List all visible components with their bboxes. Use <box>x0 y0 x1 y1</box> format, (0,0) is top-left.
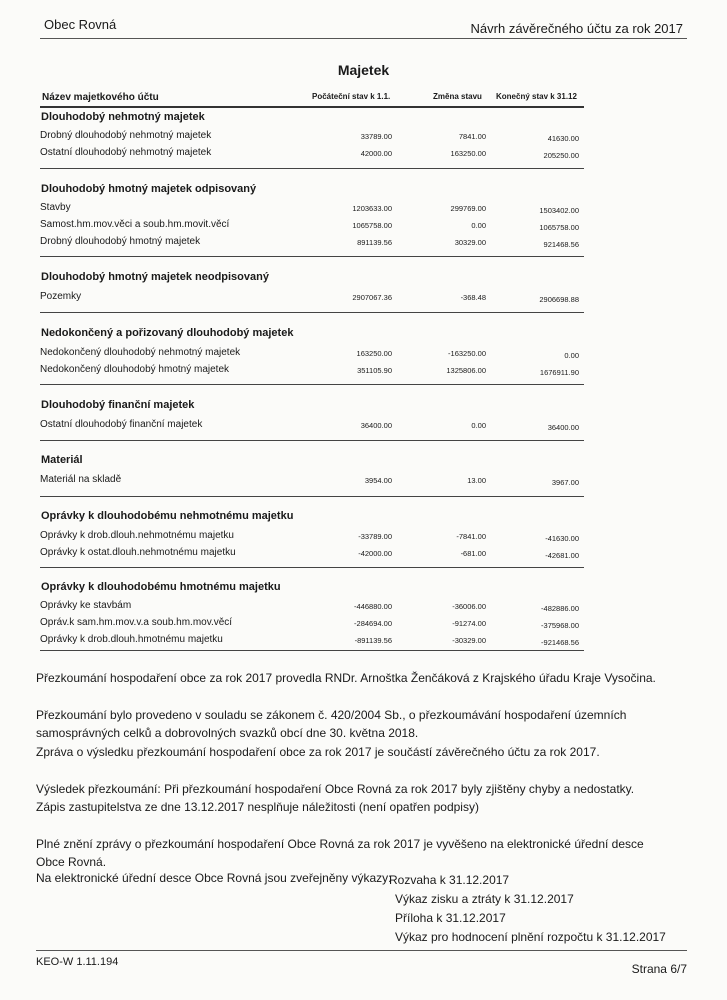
footer-divider <box>36 950 687 951</box>
end-balance: 921468.56 <box>543 240 579 249</box>
start-balance: -891139.56 <box>354 636 392 645</box>
audit-law-paragraph: Přezkoumání bylo provedeno v souladu se zákonem č. 420/2004 Sb., o přezkoumávání hospodaření územních samosprávných celků a dobrovolných svazků obcí dne 30. května 2018. <box>36 708 627 740</box>
account-name: Ostatní dlouhodobý finanční majetek <box>40 419 203 430</box>
account-name: Samost.hm.mov.věci a soub.hm.movit.věcí <box>40 219 230 230</box>
table-bottom-divider <box>40 650 584 651</box>
column-header-change: Změna stavu <box>433 92 482 101</box>
end-balance: -41630.00 <box>545 534 579 543</box>
start-balance: 42000.00 <box>360 149 392 158</box>
balance-change: 13.00 <box>467 476 486 485</box>
section-divider <box>40 496 584 497</box>
balance-change: 0.00 <box>471 421 486 430</box>
start-balance: -42000.00 <box>358 549 392 558</box>
audit-result-paragraph: Výsledek přezkoumání: Při přezkoumání hospodaření Obce Rovná za rok 2017 byly zjištěny chyby a nedostatky. <box>36 782 635 796</box>
start-balance: 351105.90 <box>357 366 392 375</box>
end-balance: 41630.00 <box>547 134 579 143</box>
header-municipality: Obec Rovná <box>44 17 117 32</box>
table-title: Majetek <box>337 62 390 78</box>
report-item: Rozvaha k 31.12.2017 <box>389 873 510 887</box>
end-balance: 1676911.90 <box>539 368 579 377</box>
section-title: Dlouhodobý hmotný majetek neodpisovaný <box>41 271 269 283</box>
end-balance: -375968.00 <box>541 621 579 630</box>
balance-change: 1325806.00 <box>446 366 486 375</box>
balance-change: -91274.00 <box>452 619 486 628</box>
start-balance: 36400.00 <box>360 421 392 430</box>
column-header-end: Konečný stav k 31.12 <box>496 92 577 101</box>
table-row <box>40 364 584 378</box>
balance-change: 299769.00 <box>450 204 486 213</box>
section-title: Dlouhodobý nehmotný majetek <box>41 111 205 123</box>
table-row <box>40 147 584 161</box>
end-balance: 36400.00 <box>547 423 579 432</box>
account-name: Stavby <box>40 202 71 213</box>
table-row <box>40 617 584 631</box>
section-divider <box>40 256 584 257</box>
table-row <box>40 347 584 361</box>
header-divider <box>40 38 687 39</box>
account-name: Nedokončený dlouhodobý hmotný majetek <box>40 364 230 375</box>
start-balance: -33789.00 <box>358 532 392 541</box>
table-row <box>40 219 584 233</box>
reports-label: Na elektronické úřední desce Obce Rovná jsou zveřejněny výkazy: <box>36 871 392 885</box>
balance-change: 163250.00 <box>450 149 486 158</box>
end-balance: 1065758.00 <box>539 223 579 232</box>
account-name: Materiál na skladě <box>40 474 122 485</box>
table-row <box>40 419 584 433</box>
header-document-title: Návrh závěrečného účtu za rok 2017 <box>470 21 683 36</box>
account-name: Drobný dlouhodobý nehmotný majetek <box>40 130 212 141</box>
section-title: Materiál <box>41 454 83 466</box>
balance-change: -681.00 <box>460 549 486 558</box>
account-name: Oprávky k ostat.dlouh.nehmotnému majetku <box>40 547 236 558</box>
table-row <box>40 600 584 614</box>
table-row <box>40 530 584 544</box>
section-title: Oprávky k dlouhodobému hmotnému majetku <box>41 581 281 593</box>
end-balance: 3967.00 <box>551 478 579 487</box>
audit-report-paragraph: Zpráva o výsledku přezkoumání hospodaření obce za rok 2017 je součástí závěrečného účtu za rok 2017. <box>36 745 600 759</box>
balance-change: 30329.00 <box>454 238 486 247</box>
section-divider <box>40 312 584 313</box>
section-divider <box>40 168 584 169</box>
start-balance: 2907067.36 <box>352 293 392 302</box>
start-balance: -284694.00 <box>354 619 392 628</box>
footer-code: KEO-W 1.11.194 <box>36 956 119 968</box>
balance-change: -7841.00 <box>456 532 486 541</box>
table-header-divider <box>40 106 584 108</box>
account-name: Oprávky ke stavbám <box>40 600 132 611</box>
end-balance: -921468.56 <box>541 638 579 647</box>
column-header-start: Počáteční stav k 1.1. <box>312 92 391 101</box>
balance-change: -30329.00 <box>452 636 486 645</box>
section-divider <box>40 384 584 385</box>
account-name: Oprávky k drob.dlouh.hmotnému majetku <box>40 634 223 645</box>
start-balance: 163250.00 <box>356 349 392 358</box>
notice-board-paragraph: Plné znění zprávy o přezkoumání hospodaření Obce Rovná za rok 2017 je vyvěšeno na elektronické úřední desce Obce Rovná. <box>36 837 644 869</box>
balance-change: -163250.00 <box>448 349 486 358</box>
table-row <box>40 474 584 488</box>
balance-change: 0.00 <box>471 221 486 230</box>
end-balance: -42681.00 <box>545 551 579 560</box>
section-divider <box>40 440 584 441</box>
table-row <box>40 547 584 561</box>
account-name: Oprávky k drob.dlouh.nehmotnému majetku <box>40 530 234 541</box>
end-balance: 2906698.88 <box>539 295 579 304</box>
table-row <box>40 130 584 144</box>
end-balance: 0.00 <box>564 351 579 360</box>
table-row <box>40 634 584 648</box>
start-balance: -446880.00 <box>354 602 392 611</box>
end-balance: 205250.00 <box>543 151 579 160</box>
balance-change: 7841.00 <box>458 132 486 141</box>
start-balance: 1203633.00 <box>352 204 392 213</box>
table-row <box>40 202 584 216</box>
section-title: Dlouhodobý finanční majetek <box>41 399 195 411</box>
account-name: Pozemky <box>40 291 82 302</box>
council-minutes-paragraph: Zápis zastupitelstva ze dne 13.12.2017 nesplňuje náležitosti (není opatřen podpisy) <box>36 800 479 814</box>
section-title: Nedokončený a pořizovaný dlouhodobý majetek <box>41 327 294 339</box>
table-row <box>40 236 584 250</box>
account-name: Opráv.k sam.hm.mov.v.a soub.hm.mov.věcí <box>40 617 233 628</box>
report-item: Výkaz pro hodnocení plnění rozpočtu k 31.12.2017 <box>395 930 666 944</box>
end-balance: -482886.00 <box>541 604 579 613</box>
start-balance: 33789.00 <box>360 132 392 141</box>
end-balance: 1503402.00 <box>539 206 579 215</box>
footer-page-number: Strana 6/7 <box>631 962 687 976</box>
column-header-name: Název majetkového účtu <box>42 92 159 103</box>
balance-change: -36006.00 <box>452 602 486 611</box>
section-divider <box>40 567 584 568</box>
start-balance: 1065758.00 <box>352 221 392 230</box>
account-name: Drobný dlouhodobý hmotný majetek <box>40 236 201 247</box>
report-item: Výkaz zisku a ztráty k 31.12.2017 <box>395 892 574 906</box>
section-title: Dlouhodobý hmotný majetek odpisovaný <box>41 183 257 195</box>
reports-list <box>389 871 666 947</box>
table-header <box>40 92 692 106</box>
audit-paragraph: Přezkoumání hospodaření obce za rok 2017 provedla RNDr. Arnoštka Ženčáková z Krajského úřadu Kraje Vysočina. <box>36 671 656 685</box>
balance-change: -368.48 <box>460 293 486 302</box>
section-title: Oprávky k dlouhodobému nehmotnému majetku <box>41 510 294 522</box>
table-row <box>40 291 584 305</box>
report-item: Příloha k 31.12.2017 <box>395 911 506 925</box>
account-name: Nedokončený dlouhodobý nehmotný majetek <box>40 347 241 358</box>
start-balance: 3954.00 <box>364 476 392 485</box>
start-balance: 891139.56 <box>357 238 392 247</box>
account-name: Ostatní dlouhodobý nehmotný majetek <box>40 147 212 158</box>
